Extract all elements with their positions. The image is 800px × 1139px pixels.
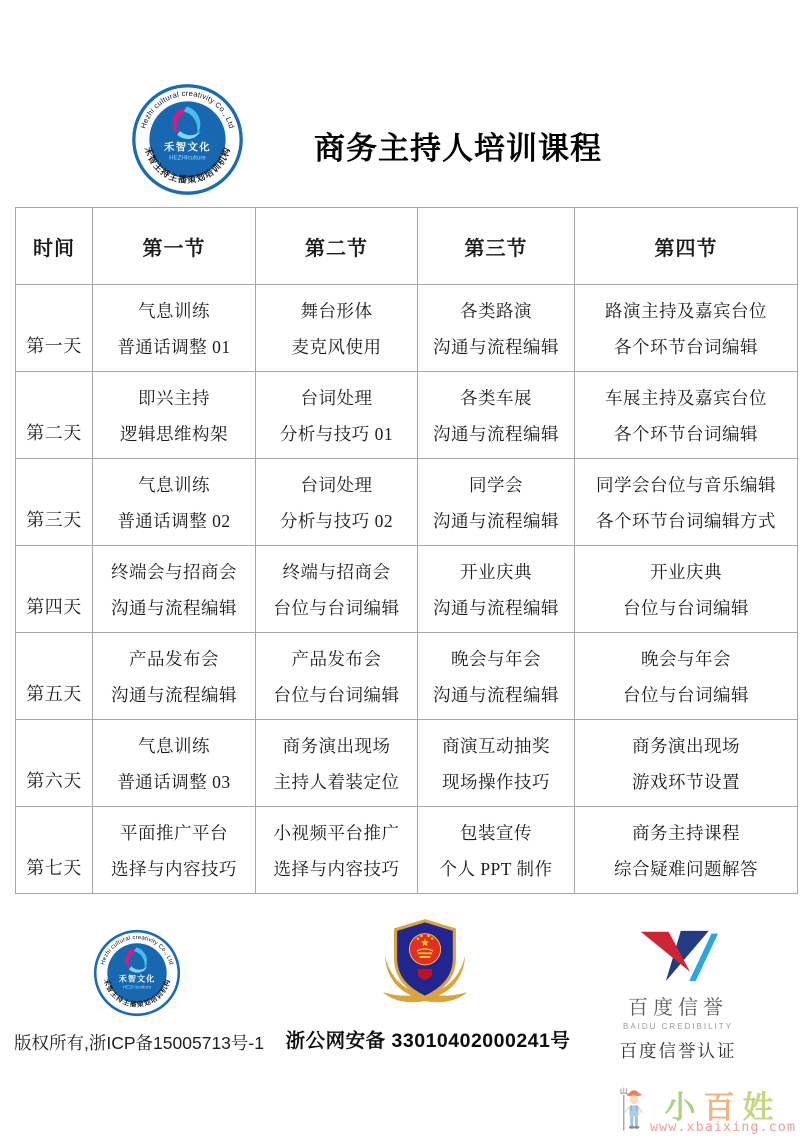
course-schedule-table: [15, 207, 798, 894]
course-cell: [93, 633, 255, 719]
column-header-session-1: 第一节: [93, 208, 256, 285]
course-line: 终端与招商会: [282, 561, 391, 582]
table-row: [16, 720, 798, 807]
course-line: 沟通与流程编辑: [433, 423, 559, 444]
xbaixing-watermark: [620, 1085, 796, 1135]
course-line: 各类路演: [460, 300, 532, 321]
hezhi-logo-seal: [131, 83, 244, 196]
course-line: 产品发布会: [129, 648, 219, 669]
day-label: 第七天: [26, 858, 82, 878]
baidu-credibility-block: [568, 929, 788, 1063]
course-line: 选择与内容技巧: [273, 858, 400, 879]
course-cell: [93, 372, 255, 458]
course-cell: [575, 633, 797, 719]
course-line: 选择与内容技巧: [111, 858, 237, 879]
table-row: [16, 372, 798, 459]
course-line: 终端会与招商会: [111, 561, 237, 582]
watermark-char: 姓: [742, 1090, 782, 1125]
course-line: 开业庆典: [460, 561, 532, 582]
column-header-session-2: 第二节: [256, 208, 418, 285]
course-line: 商务主持课程: [632, 822, 740, 843]
day-label: 第三天: [26, 510, 82, 530]
course-line: 普通话调整 03: [117, 771, 231, 792]
course-line: 沟通与流程编辑: [433, 336, 559, 357]
course-line: 台位与台词编辑: [623, 684, 749, 705]
course-cell: [256, 546, 417, 632]
course-cell: [418, 372, 574, 458]
day-label: 第六天: [26, 771, 82, 791]
course-table-body: [16, 285, 798, 894]
course-line: 各个环节台词编辑: [614, 423, 758, 444]
course-cell: [418, 285, 574, 371]
column-header-time: 时间: [16, 208, 93, 285]
day-label: 第二天: [26, 423, 82, 443]
course-cell: [418, 633, 574, 719]
course-line: 沟通与流程编辑: [433, 684, 559, 705]
police-badge-icon: [376, 914, 474, 1006]
course-cell: [93, 546, 255, 632]
course-line: 晚会与年会: [451, 648, 541, 669]
baidu-credibility-cert: 百度信誉认证: [619, 1041, 737, 1061]
course-line: 商演互动抽奖: [442, 735, 550, 756]
table-row: [16, 546, 798, 633]
table-row: [16, 459, 798, 546]
course-line: 主持人着装定位: [273, 771, 400, 792]
course-line: 台位与台词编辑: [273, 684, 400, 705]
course-cell: [256, 633, 417, 719]
table-header-row: [16, 208, 798, 285]
day-label: 第五天: [26, 684, 82, 704]
baidu-credibility-en: BAIDU CREDIBILITY: [622, 1022, 733, 1031]
course-line: 气息训练: [138, 300, 210, 321]
baidu-credibility-cn: 百度信誉: [628, 997, 728, 1019]
icp-filing-text: 版权所有,浙ICP备15005713号-1: [14, 1033, 264, 1053]
day-label: 第四天: [26, 597, 82, 617]
course-cell: [575, 720, 797, 806]
watermark-char: 小: [664, 1090, 704, 1125]
watermark-char: 百: [703, 1090, 743, 1125]
course-line: 同学会台位与音乐编辑: [596, 474, 776, 495]
page-title: 商务主持人培训课程: [314, 131, 602, 166]
course-cell: [256, 285, 417, 371]
course-cell: [418, 720, 574, 806]
watermark-url: www.xbaixing.com: [649, 1119, 796, 1135]
column-header-session-4: 第四节: [575, 208, 798, 285]
course-line: 各个环节台词编辑方式: [596, 510, 776, 531]
course-cell: [418, 546, 574, 632]
course-line: 沟通与流程编辑: [433, 510, 559, 531]
course-line: 各个环节台词编辑: [614, 336, 758, 357]
course-cell: [575, 285, 797, 371]
table-row: [16, 807, 798, 894]
course-line: 晚会与年会: [641, 648, 731, 669]
baidu-credibility-icon: [637, 929, 719, 983]
course-line: 台位与台词编辑: [623, 597, 749, 618]
course-cell: [256, 720, 417, 806]
course-line: 综合疑难问题解答: [614, 858, 758, 879]
course-line: 沟通与流程编辑: [111, 684, 237, 705]
course-line: 沟通与流程编辑: [111, 597, 237, 618]
table-row: [16, 633, 798, 720]
course-line: 麦克风使用: [291, 336, 382, 357]
course-line: 开业庆典: [650, 561, 722, 582]
day-label: 第一天: [26, 336, 82, 356]
course-line: 台词处理: [300, 387, 373, 408]
course-cell: [575, 372, 797, 458]
course-line: 车展主持及嘉宾台位: [605, 387, 767, 408]
course-line: 商务演出现场: [282, 735, 391, 756]
police-filing-text: 浙公网安备 33010402000241号: [285, 1030, 571, 1052]
course-line: 小视频平台推广: [273, 822, 400, 843]
course-line: 产品发布会: [291, 648, 382, 669]
course-cell: [93, 285, 255, 371]
course-line: 各类车展: [460, 387, 532, 408]
course-line: 游戏环节设置: [632, 771, 740, 792]
course-line: 个人 PPT 制作: [439, 858, 553, 879]
course-cell: [256, 807, 417, 893]
xbaixing-mascot-icon: [620, 1085, 648, 1135]
course-line: 分析与技巧 01: [279, 423, 394, 444]
course-line: 普通话调整 01: [117, 336, 231, 357]
course-line: 逻辑思维构架: [120, 423, 228, 444]
course-cell: [93, 459, 255, 545]
course-line: 商务演出现场: [632, 735, 740, 756]
course-cell: [93, 720, 255, 806]
course-cell: [256, 459, 417, 545]
course-cell: [575, 546, 797, 632]
course-line: 平面推广平台: [120, 822, 228, 843]
column-header-session-3: 第三节: [418, 208, 575, 285]
course-line: 气息训练: [138, 474, 210, 495]
table-row: [16, 285, 798, 372]
course-cell: [418, 459, 574, 545]
course-line: 即兴主持: [138, 387, 210, 408]
course-line: 现场操作技巧: [442, 771, 550, 792]
course-line: 分析与技巧 02: [279, 510, 394, 531]
course-line: 普通话调整 02: [117, 510, 231, 531]
course-cell: [575, 807, 797, 893]
course-line: 气息训练: [138, 735, 210, 756]
course-cell: [575, 459, 797, 545]
course-line: 同学会: [469, 474, 523, 495]
watermark-text: [650, 1092, 796, 1135]
course-line: 路演主持及嘉宾台位: [605, 300, 767, 321]
course-line: 沟通与流程编辑: [433, 597, 559, 618]
course-cell: [93, 807, 255, 893]
course-cell: [418, 807, 574, 893]
course-line: 舞台形体: [300, 300, 373, 321]
course-line: 包装宣传: [460, 822, 532, 843]
hezhi-logo-seal-footer: [93, 929, 181, 1017]
course-cell: [256, 372, 417, 458]
course-line: 台词处理: [300, 474, 373, 495]
course-line: 台位与台词编辑: [273, 597, 400, 618]
